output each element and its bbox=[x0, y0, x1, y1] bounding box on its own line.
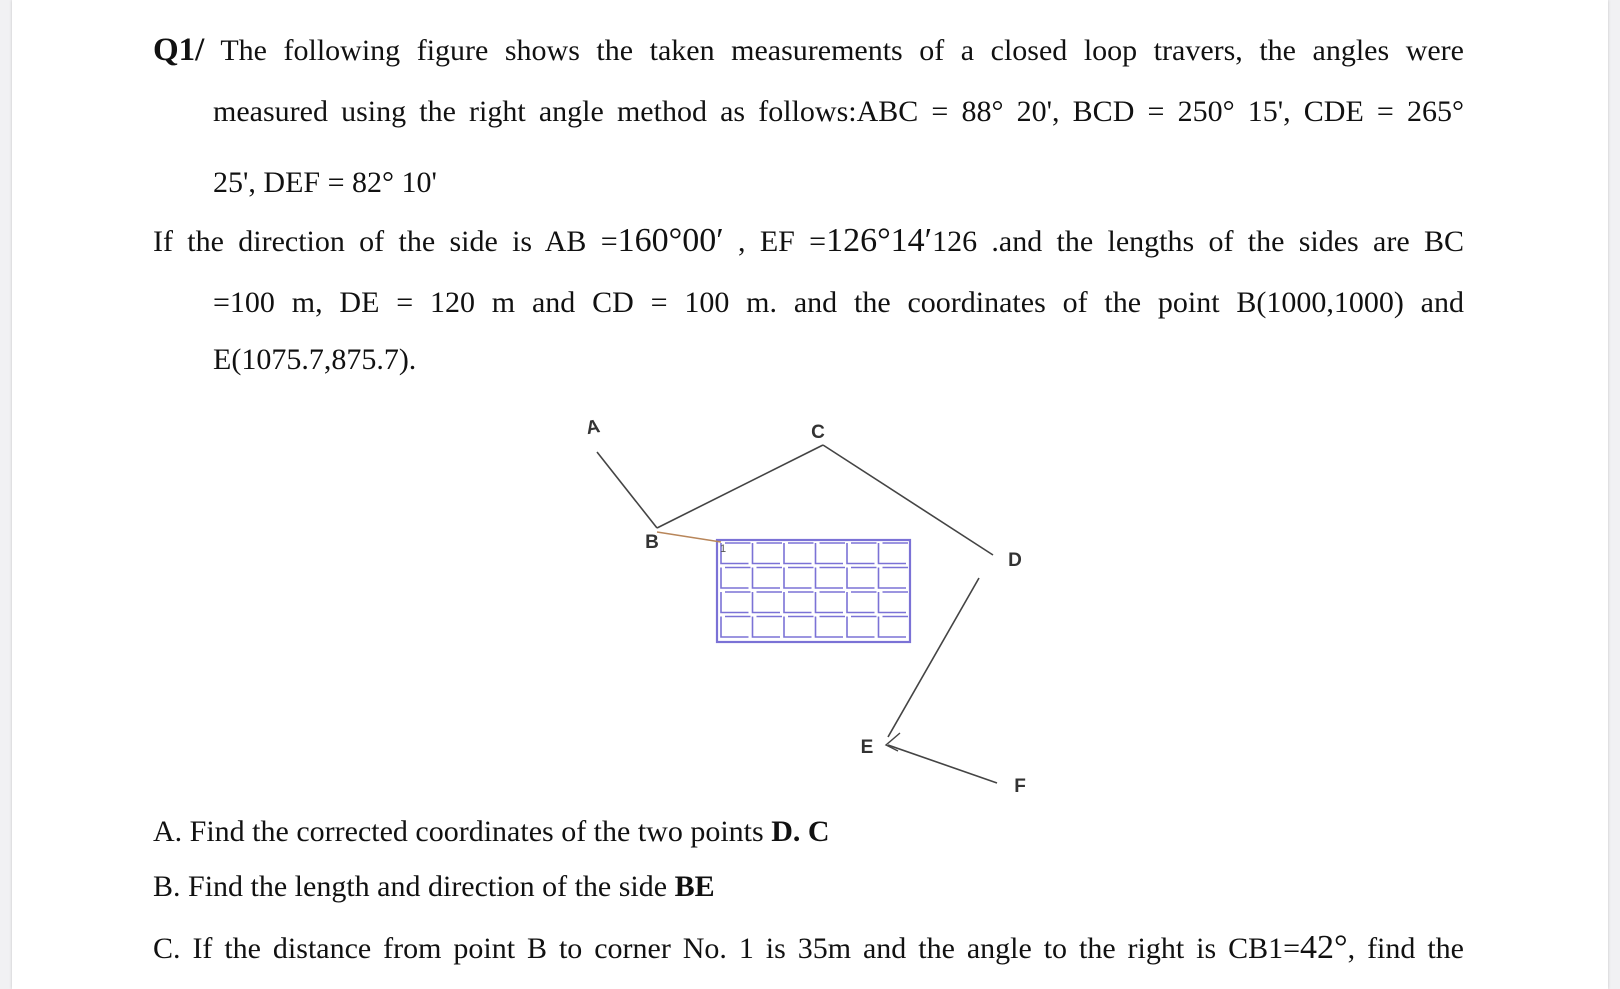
grid-cell bbox=[784, 592, 812, 613]
grid-cell bbox=[879, 617, 907, 638]
grid-cell bbox=[847, 617, 875, 638]
traverse-lines bbox=[597, 445, 997, 783]
grid-cell bbox=[721, 592, 749, 613]
task-c bbox=[153, 931, 1464, 966]
corner-1-label: 1 bbox=[719, 543, 727, 555]
grid-cell bbox=[816, 592, 844, 613]
task-b bbox=[153, 870, 715, 904]
task-b-text: B. Find the length and direction of the side bbox=[153, 870, 675, 903]
grid-cell bbox=[816, 617, 844, 638]
grid-cell bbox=[721, 568, 749, 589]
grid-cell bbox=[816, 543, 844, 564]
question-label: Q1/ bbox=[153, 32, 205, 68]
grid-cell bbox=[753, 543, 781, 564]
point-b-label: B bbox=[645, 532, 659, 553]
grid-cell bbox=[784, 543, 812, 564]
task-a-text: A. Find the corrected coordinates of the two points bbox=[153, 815, 772, 848]
question-line-2: measured using the right angle method as follows:ABC = 88° 20', BCD = 250° 15', CDE = 265° bbox=[213, 95, 1464, 128]
task-b-side: BE bbox=[674, 870, 715, 903]
grid-cell bbox=[753, 568, 781, 589]
grid-cell bbox=[721, 617, 749, 638]
ab-direction-value: 160°00′ bbox=[617, 222, 724, 259]
grid-cell bbox=[753, 592, 781, 613]
question-line-3: 25', DEF = 82° 10' bbox=[213, 166, 437, 199]
point-d-label: D bbox=[1008, 550, 1022, 571]
grid-cell bbox=[816, 568, 844, 589]
line-ef bbox=[888, 745, 997, 783]
grid-cell bbox=[784, 617, 812, 638]
question-line-1-text: The following figure shows the taken measurements of a closed loop travers, the angles were bbox=[220, 34, 1464, 67]
point-labels bbox=[584, 416, 1025, 797]
grid-cell bbox=[784, 568, 812, 589]
ef-direction-value: 126°14′ bbox=[826, 222, 933, 259]
line-ab bbox=[597, 452, 657, 528]
point-c-label: C bbox=[811, 422, 825, 443]
line-b1 bbox=[657, 532, 721, 542]
task-a-points: D. C bbox=[771, 815, 830, 848]
grid-cell bbox=[879, 568, 907, 589]
question-line-5: =100 m, DE = 120 m and CD = 100 m. and the coordinates of the point B(1000,1000) and bbox=[213, 286, 1464, 319]
line-cd bbox=[823, 445, 993, 555]
point-a-label: A bbox=[584, 416, 602, 440]
line-de bbox=[888, 578, 979, 737]
grid-cell bbox=[753, 617, 781, 638]
grid-cell bbox=[847, 543, 875, 564]
question-line-6: E(1075.7,875.7). bbox=[213, 343, 417, 376]
direction-intro: If the direction of the side is AB = bbox=[153, 225, 618, 258]
task-a bbox=[153, 815, 830, 849]
task-c-end: , find the bbox=[1347, 932, 1464, 965]
direction-end: 126 .and the lengths of the sides are BC bbox=[932, 225, 1464, 258]
task-c-angle: 42° bbox=[1300, 929, 1348, 966]
point-f-label: F bbox=[1014, 776, 1026, 797]
grid-cell bbox=[847, 568, 875, 589]
direction-mid: , EF = bbox=[723, 225, 827, 258]
line-bc bbox=[657, 445, 823, 528]
task-c-text: C. If the distance from point B to corner No. 1 is 35m and the angle to the right is CB1= bbox=[153, 932, 1301, 965]
grid-cell bbox=[879, 543, 907, 564]
grid-cell bbox=[847, 592, 875, 613]
grid-cell bbox=[879, 592, 907, 613]
point-e-label: E bbox=[860, 737, 874, 758]
building-grid bbox=[717, 540, 910, 642]
